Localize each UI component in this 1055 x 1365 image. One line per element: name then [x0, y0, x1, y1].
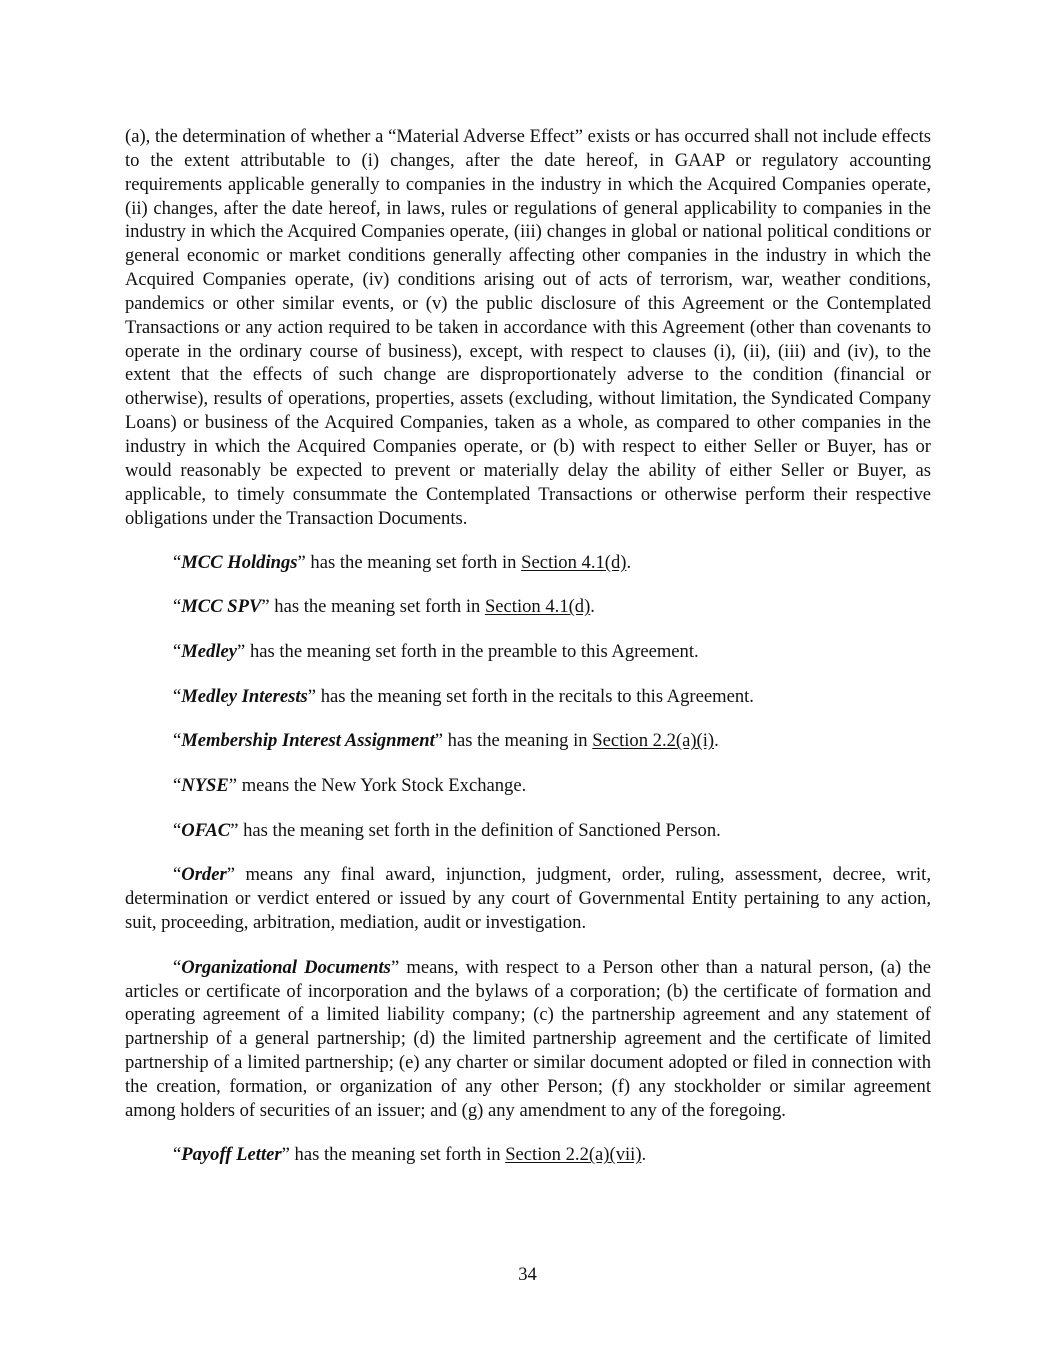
close-quote: ”	[281, 1144, 290, 1166]
definition-text: has the meaning set forth in	[305, 551, 522, 573]
open-quote: “	[173, 730, 182, 752]
open-quote: “	[173, 864, 182, 886]
open-quote: “	[173, 1144, 182, 1166]
open-quote: “	[173, 775, 182, 797]
definition-text: has the meaning in	[443, 730, 593, 752]
defined-term: Order	[181, 864, 227, 886]
document-page	[125, 125, 931, 1188]
open-quote: “	[173, 956, 182, 978]
defined-term: Membership Interest Assignment	[181, 730, 435, 752]
definition-text: means the New York Stock Exchange.	[237, 775, 527, 797]
open-quote: “	[173, 551, 182, 573]
definition-organizational-documents	[125, 956, 931, 1123]
definition-nyse	[125, 774, 931, 798]
close-quote: ”	[297, 551, 306, 573]
trailing-punctuation: .	[714, 730, 719, 752]
close-quote: ”	[390, 956, 400, 978]
definition-ofac	[125, 819, 931, 843]
defined-term: MCC Holdings	[181, 551, 298, 573]
defined-term: OFAC	[181, 819, 231, 841]
definition-text: has the meaning set forth in the recitals to this Agreement.	[316, 685, 754, 707]
defined-term: Medley Interests	[181, 685, 308, 707]
definition-medley	[125, 640, 931, 664]
trailing-punctuation: .	[626, 551, 632, 573]
material-adverse-effect-continued-paragraph: (a), the determination of whether a “Material Adverse Effect” exists or has occurred shall not include effects to the extent attributable to (i) changes, after the date hereof, in GAAP or regulatory accounting requirements applicable generally to companies in the industry in which the Acquired Companies operate, (ii) changes, after the date hereof, in laws, rules or regulations of general applicability to companies in the industry in which the Acquired Companies operate, (iii) changes in global or national political conditions or general economic or market conditions generally affecting other companies in the industry in which the Acquired Companies operate, (iv) conditions arising out of acts of terrorism, war, weather conditions, pandemics or other similar events, or (v) the public disclosure of this Agreement or the Contemplated Transactions or any action required to be taken in accordance with this Agreement (other than covenants to operate in the ordinary course of business), except, with respect to clauses (i), (ii), (iii) and (iv), to the extent that the effects of such change are disproportionately adverse to the condition (financial or otherwise), results of operations, properties, assets (excluding, without limitation, the Syndicated Company Loans) or business of the Acquired Companies, taken as a whole, as compared to other companies in the industry in which the Acquired Companies operate, or (b) with respect to either Seller or Buyer, has or would reasonably be expected to prevent or materially delay the ability of either Seller or Buyer, as applicable, to timely consummate the Contemplated Transactions or otherwise perform their respective obligations under the Transaction Documents.	[125, 126, 931, 529]
close-quote: ”	[226, 864, 235, 886]
definition-medley-interests	[125, 685, 931, 709]
definition-membership-interest-assignment	[125, 729, 931, 753]
definition-text: means any final award, injunction, judgment, order, ruling, assessment, decree, writ, determination or verdict entered or issued by any court of Governmental Entity pertaining to any action, suit, proceeding, arbitration, mediation, audit or investigation.	[125, 864, 931, 934]
definition-order	[125, 863, 931, 935]
open-quote: “	[173, 819, 182, 841]
definition-text: has the meaning set forth in	[289, 1144, 506, 1166]
section-reference-link[interactable]: Section 2.2(a)(vii)	[505, 1144, 642, 1166]
close-quote: ”	[230, 819, 239, 841]
close-quote: ”	[237, 641, 246, 663]
page-number: 34	[518, 1264, 537, 1285]
defined-term: NYSE	[181, 775, 229, 797]
section-reference-link[interactable]: Section 2.2(a)(i)	[592, 730, 715, 752]
definition-text: means, with respect to a Person other than a natural person, (a) the articles or certificate of incorporation and the bylaws of a corporation; (b) the certificate of formation and operating agreement of a limited liability company; (c) the partnership agreement and any statement of partnership of a general partnership; (d) the limited partnership agreement and the certificate of limited partnership of a limited partnership; (e) any charter or similar document adopted or filed in connection with the creation, formation, or organization of any other Person; (f) any stockholder or similar agreement among holders of securities of an issuer; and (g) any amendment to any of the foregoing.	[125, 956, 932, 1121]
definition-mcc-spv	[125, 595, 931, 619]
definition-payoff-letter	[125, 1143, 931, 1167]
close-quote: ”	[307, 685, 317, 707]
close-quote: ”	[261, 596, 270, 618]
trailing-punctuation: .	[641, 1144, 647, 1166]
open-quote: “	[173, 641, 182, 663]
section-reference-link[interactable]: Section 4.1(d)	[484, 596, 591, 618]
open-quote: “	[173, 685, 182, 707]
defined-term: Organizational Documents	[181, 956, 391, 978]
definition-text: has the meaning set forth in	[269, 596, 485, 618]
defined-term: Payoff Letter	[181, 1144, 282, 1166]
section-reference-link[interactable]: Section 4.1(d)	[521, 551, 627, 573]
open-quote: “	[173, 596, 182, 618]
close-quote: ”	[228, 775, 238, 797]
definition-mcc-holdings	[125, 551, 931, 575]
definition-text: has the meaning set forth in the definition of Sanctioned Person.	[238, 819, 721, 841]
close-quote: ”	[434, 730, 443, 752]
definition-text: has the meaning set forth in the preamble to this Agreement.	[245, 641, 699, 663]
trailing-punctuation: .	[590, 596, 595, 618]
defined-term: MCC SPV	[181, 596, 262, 618]
defined-term: Medley	[181, 641, 238, 663]
